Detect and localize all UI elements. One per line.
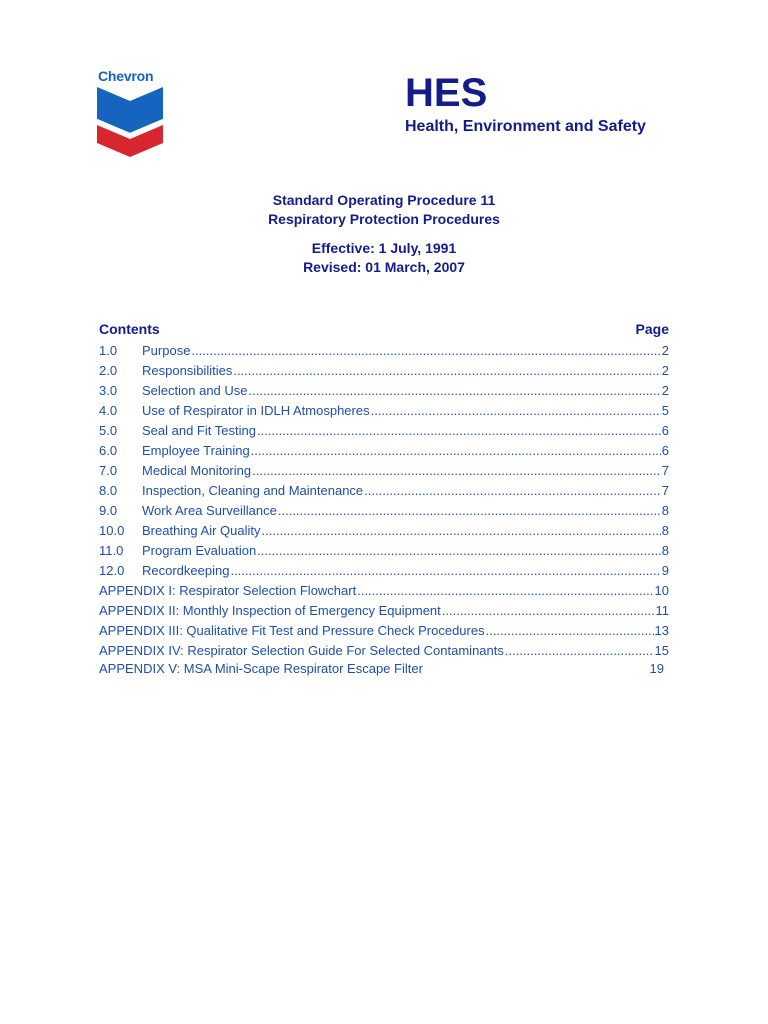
toc-number: 5.0 [99, 423, 118, 438]
toc-title: Use of Respirator in IDLH Atmospheres [142, 403, 370, 418]
toc-page: 7 [661, 483, 669, 498]
toc-title: Inspection, Cleaning and Maintenance [142, 483, 364, 498]
toc-title: APPENDIX V: MSA Mini-Scape Respirator Escape Filter [99, 661, 423, 676]
toc-leader [364, 482, 661, 500]
chevron-logo [97, 68, 165, 157]
toc-page: 8 [661, 523, 669, 538]
effective-date: Effective: 1 July, 1991 [311, 240, 457, 256]
toc-entry[interactable] [99, 542, 669, 562]
toc-title: Work Area Surveillance [142, 503, 277, 518]
toc-page: 13 [654, 623, 669, 638]
toc-title: Seal and Fit Testing [142, 423, 256, 438]
toc-leader [249, 382, 661, 400]
toc-appendix-entry[interactable] [99, 662, 669, 678]
toc-page: 2 [661, 383, 669, 398]
toc-title: Recordkeeping [142, 563, 230, 578]
toc-title: Responsibilities [142, 363, 233, 378]
toc-page: 9 [661, 563, 669, 578]
revised-date: Revised: 01 March, 2007 [303, 259, 465, 275]
toc-title: Breathing Air Quality [142, 523, 261, 538]
toc-appendix-entry[interactable] [99, 642, 669, 662]
toc-page: 11 [655, 603, 669, 618]
toc-title: APPENDIX III: Qualitative Fit Test and Pressure Check Procedures [99, 623, 485, 638]
contents-heading: Contents [99, 321, 160, 337]
toc-title: Employee Training [142, 443, 250, 458]
toc-entry[interactable] [99, 522, 669, 542]
toc-leader [278, 502, 661, 520]
toc-appendix-entry[interactable] [99, 582, 669, 602]
procedure-title [0, 191, 768, 229]
toc-page: 19 [649, 661, 664, 676]
toc-page: 2 [661, 343, 669, 358]
toc-title: Selection and Use [142, 383, 248, 398]
toc-entry[interactable] [99, 502, 669, 522]
header-block [405, 70, 646, 136]
toc-number: 3.0 [99, 383, 118, 398]
page-column-label: Page [635, 321, 669, 337]
toc-entry[interactable] [99, 342, 669, 362]
toc-leader [257, 422, 661, 440]
toc-title: Program Evaluation [142, 543, 257, 558]
toc-page: 5 [661, 403, 669, 418]
toc-number: 6.0 [99, 443, 118, 458]
toc-page: 8 [661, 543, 669, 558]
chevron-emblem-icon [97, 85, 163, 157]
contents-header [99, 321, 669, 337]
toc-leader [442, 602, 655, 620]
toc-entry[interactable] [99, 382, 669, 402]
toc-number: 10.0 [99, 523, 125, 538]
toc-leader [486, 622, 654, 640]
toc-page: 15 [654, 643, 669, 658]
toc-number: 2.0 [99, 363, 118, 378]
toc-number: 7.0 [99, 463, 118, 478]
toc-appendix-entry[interactable] [99, 622, 669, 642]
toc-leader [233, 362, 660, 380]
toc-entry[interactable] [99, 442, 669, 462]
toc-title: APPENDIX I: Respirator Selection Flowchart [99, 583, 357, 598]
toc-page: 6 [661, 443, 669, 458]
toc-leader [230, 562, 660, 580]
procedure-number: Standard Operating Procedure 11 [272, 192, 496, 208]
toc-entry[interactable] [99, 422, 669, 442]
toc-title: Purpose [142, 343, 191, 358]
toc-page: 8 [661, 503, 669, 518]
toc-number: 1.0 [99, 343, 118, 358]
toc-page: 6 [661, 423, 669, 438]
procedure-dates [0, 239, 768, 277]
toc-number: 4.0 [99, 403, 118, 418]
toc-appendix-entry[interactable] [99, 602, 669, 622]
toc-leader [357, 582, 653, 600]
toc-number: 9.0 [99, 503, 118, 518]
toc-leader [252, 462, 661, 480]
toc-entry[interactable] [99, 362, 669, 382]
table-of-contents [99, 342, 669, 678]
toc-page: 2 [661, 363, 669, 378]
toc-title: APPENDIX II: Monthly Inspection of Emergency Equipment [99, 603, 441, 618]
toc-number: 8.0 [99, 483, 118, 498]
toc-number: 12.0 [99, 563, 125, 578]
procedure-name: Respiratory Protection Procedures [268, 211, 500, 227]
toc-number: 11.0 [99, 543, 124, 558]
toc-entry[interactable] [99, 462, 669, 482]
toc-leader [251, 442, 661, 460]
toc-leader [371, 402, 661, 420]
toc-page: 10 [654, 583, 669, 598]
toc-title: APPENDIX IV: Respirator Selection Guide For Selected Contaminants [99, 643, 504, 658]
header-subtitle: Health, Environment and Safety [405, 118, 646, 135]
toc-entry[interactable] [99, 402, 669, 422]
toc-title: Medical Monitoring [142, 463, 252, 478]
toc-entry[interactable] [99, 482, 669, 502]
logo-wordmark: Chevron [98, 68, 154, 84]
toc-leader [191, 342, 660, 360]
toc-leader [505, 642, 654, 660]
toc-entry[interactable] [99, 562, 669, 582]
header-title: HES [405, 71, 488, 115]
toc-leader [257, 542, 661, 560]
toc-page: 7 [661, 463, 669, 478]
toc-leader [262, 522, 661, 540]
